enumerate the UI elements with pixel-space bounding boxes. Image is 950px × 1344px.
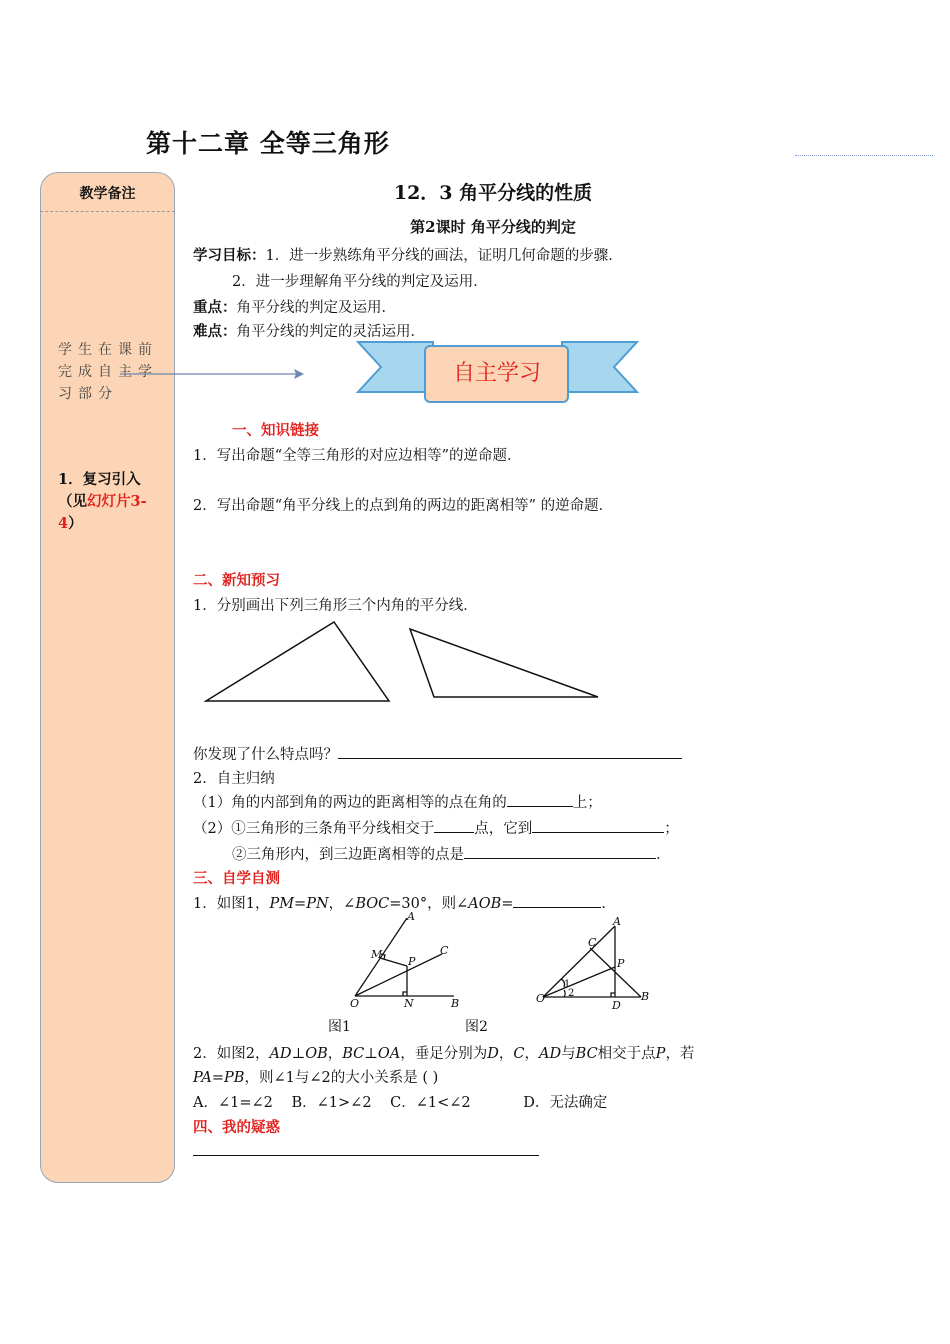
item3-blank[interactable] <box>464 844 656 859</box>
questions-blank[interactable] <box>193 1155 539 1156</box>
review-suffix: ） <box>68 515 83 532</box>
discover-line <box>193 743 682 764</box>
q2-text-f: BC <box>342 1046 365 1062</box>
sidebar-review <box>58 469 166 535</box>
discover-blank[interactable] <box>338 744 682 759</box>
q2-text-l: C <box>513 1046 525 1062</box>
figure-1-caption: 图1 <box>328 1019 351 1035</box>
sidebar-note: 学生在课前完成自主学习部分 <box>58 342 158 402</box>
fig2-label-b: B <box>641 990 650 1003</box>
key-label: 重点： <box>193 299 237 316</box>
lesson-subtitle: 第2课时 角平分线的判定 <box>410 218 576 236</box>
discover-text: 你发现了什么特点吗？ <box>193 747 338 763</box>
q2-text-b: AD <box>269 1046 292 1062</box>
item2-blank-1[interactable] <box>434 818 474 833</box>
fig2-label-d: D <box>612 999 621 1012</box>
section-4-heading: 四、我的疑惑 <box>193 1119 280 1136</box>
fig2-label-o: O <box>536 992 546 1005</box>
fig1-label-n: N <box>404 997 414 1010</box>
key-text: 角平分线的判定及运用． <box>236 300 396 316</box>
q1-text-g: = <box>501 896 514 912</box>
q2-text-d: OB <box>305 1046 328 1062</box>
section-3-q2 <box>193 1042 694 1063</box>
sidebar-divider <box>40 211 175 212</box>
q2-line2-b: ，则∠1与∠2的大小关系是 ( ) <box>244 1070 439 1086</box>
q1-text-a: 1．如图1， <box>193 896 270 912</box>
banner-text: 自主学习 <box>452 360 542 385</box>
item2-text-c: ； <box>664 821 679 837</box>
item1-text-a: （1）角的内部到角的两边的距离相等的点在角的 <box>193 795 507 811</box>
fig2-label-2: 2 <box>568 988 575 999</box>
q2-text-q: 相交于点 <box>597 1046 656 1062</box>
difficulty-text: 角平分线的判定的灵活运用． <box>236 324 425 340</box>
item3-text-a: ②三角形内，到三边距离相等的点是 <box>232 847 464 863</box>
q2-line2-a: PA=PB <box>193 1070 245 1086</box>
summary-item-2 <box>193 817 679 838</box>
summary-title: 2．自主归纳 <box>193 771 275 787</box>
q2-text-p: BC <box>575 1046 598 1062</box>
self-study-banner <box>355 338 640 406</box>
difficulty-label: 难点： <box>193 323 237 340</box>
slide-link[interactable]: 幻灯片3-4 <box>58 493 147 532</box>
option-a[interactable]: A．∠1=∠2 <box>193 1095 273 1111</box>
item1-text-b: 上； <box>572 795 602 811</box>
q1-text-e: =30°，则∠ <box>389 896 469 912</box>
fig2-label-c: C <box>588 936 597 949</box>
fig1-label-a: A <box>407 910 415 923</box>
q1-text-f: AOB <box>468 896 502 912</box>
section-1-q1: 1．写出命题“全等三角形的对应边相等”的逆命题． <box>193 448 522 464</box>
q2-text-i: ，垂足分别为 <box>400 1046 488 1062</box>
options-row <box>193 1091 607 1112</box>
figure-2 <box>533 916 658 1016</box>
q2-text-a: 2．如图2， <box>193 1046 270 1062</box>
fig2-label-a: A <box>613 916 621 928</box>
fig1-label-p: P <box>408 955 416 968</box>
fig2-label-p: P <box>617 957 625 970</box>
chapter-title: 第十二章 全等三角形 <box>146 129 390 158</box>
section-3-q2-line2 <box>193 1066 438 1087</box>
q1-text-b: PM=PN <box>269 896 329 912</box>
q2-text-n: AD <box>539 1046 562 1062</box>
item2-text-b: 点，它到 <box>474 821 533 837</box>
goal-2: 2．进一步理解角平分线的判定及运用． <box>232 274 488 290</box>
goal-1: 1．进一步熟练角平分线的画法，证明几何命题的步骤． <box>265 248 623 264</box>
item1-blank[interactable] <box>507 792 573 807</box>
q2-text-c: ⊥ <box>291 1046 306 1062</box>
goal-line-1 <box>193 244 623 265</box>
section-3-heading: 三、自学自测 <box>193 870 280 887</box>
key-line <box>193 296 396 317</box>
q2-text-h: OA <box>377 1046 401 1062</box>
q2-text-s: ，若 <box>665 1046 695 1062</box>
q2-text-m: ， <box>524 1046 540 1062</box>
lesson-title: 12．3 角平分线的性质 <box>393 182 593 204</box>
q2-text-k: ， <box>498 1046 514 1062</box>
item2-text-a: （2）①三角形的三条角平分线相交于 <box>193 821 435 837</box>
q2-text-e: ， <box>327 1046 343 1062</box>
q2-text-g: ⊥ <box>364 1046 378 1062</box>
fig2-label-1: 1 <box>564 979 571 990</box>
q1-text-d: BOC <box>355 896 390 912</box>
item3-text-b: ． <box>656 847 671 863</box>
section-2-q1: 1．分别画出下列三角形三个内角的平分线． <box>193 598 478 614</box>
figure-1 <box>344 910 469 1010</box>
q1-text-h: ． <box>601 896 616 912</box>
teaching-notes-sidebar <box>40 172 175 1183</box>
fig1-label-o: O <box>350 997 360 1010</box>
goal-label: 学习目标： <box>193 247 266 264</box>
item2-blank-2[interactable] <box>532 818 664 833</box>
option-b[interactable]: B．∠1>∠2 <box>291 1095 372 1111</box>
review-prefix: 1．复习引入（见 <box>58 471 141 510</box>
figure-2-caption: 图2 <box>465 1019 488 1035</box>
q1-text-c: ，∠ <box>328 896 356 912</box>
sidebar-title: 教学备注 <box>79 186 136 202</box>
q1-blank[interactable] <box>513 893 601 908</box>
fig1-label-b: B <box>451 997 460 1010</box>
section-2-heading: 二、新知预习 <box>193 572 280 589</box>
triangles-figure <box>195 616 615 708</box>
q2-text-r: P <box>655 1046 666 1062</box>
header-dotted-rule <box>795 155 933 156</box>
fig1-label-c: C <box>440 944 449 957</box>
q2-text-o: 与 <box>561 1046 576 1062</box>
fig1-label-m: M <box>371 948 383 961</box>
option-c[interactable]: C．∠1<∠2 <box>390 1095 471 1111</box>
option-d[interactable]: D．无法确定 <box>523 1095 608 1111</box>
section-1-heading: 一、知识链接 <box>232 422 319 439</box>
summary-item-1 <box>193 791 602 812</box>
q2-text-j: D <box>487 1046 499 1062</box>
arrow-icon <box>120 365 310 385</box>
section-1-q2: 2．写出命题“角平分线上的点到角的两边的距离相等” 的逆命题． <box>193 498 614 514</box>
summary-item-3 <box>232 843 671 864</box>
